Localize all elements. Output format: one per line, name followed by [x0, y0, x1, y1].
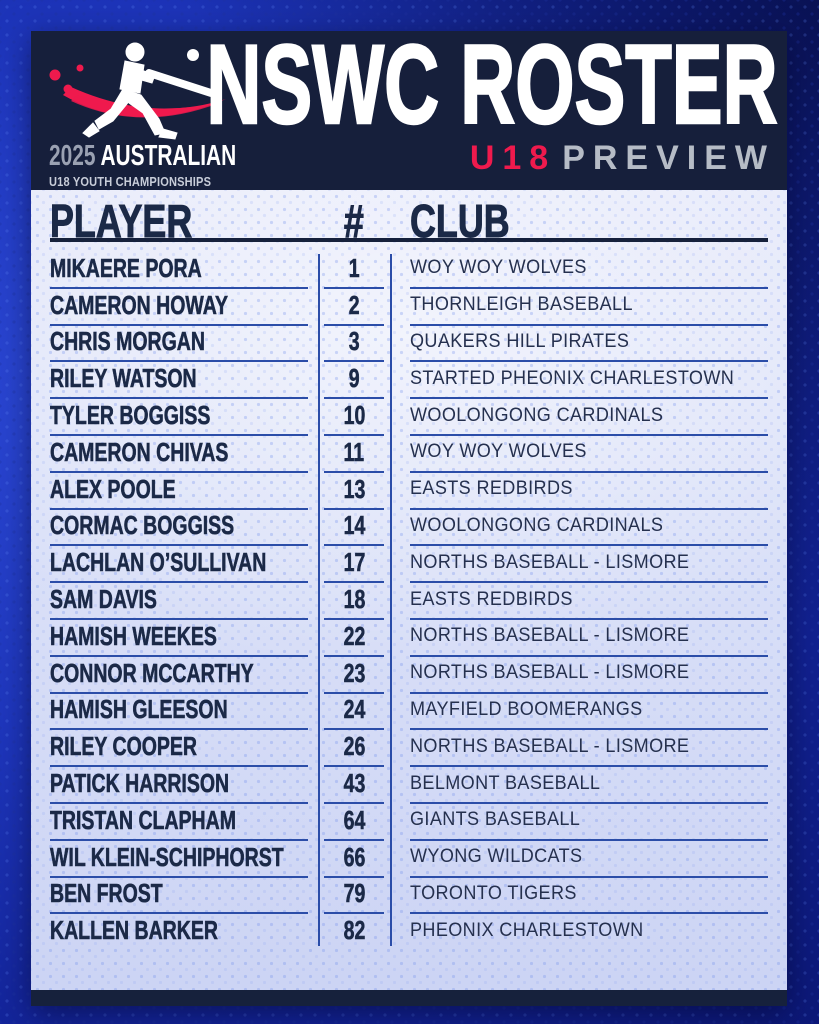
player-cell	[50, 252, 318, 289]
card-footer-strip	[31, 990, 787, 1006]
player-cell	[50, 436, 318, 473]
club-name: NORTHS BASEBALL - LISMORE	[410, 735, 690, 757]
table-row	[50, 914, 768, 951]
player-name: WIL KLEIN-SCHIPHORST	[50, 841, 284, 872]
number-cell	[318, 841, 390, 878]
table-row	[50, 362, 768, 399]
club-name: NORTHS BASEBALL - LISMORE	[410, 625, 690, 647]
player-name: CAMERON CHIVAS	[50, 436, 229, 467]
table-row	[50, 583, 768, 620]
jersey-number: 11	[343, 436, 365, 467]
logo-subtitle: U18 YOUTH CHAMPIONSHIPS	[49, 174, 212, 189]
player-cell	[50, 289, 318, 326]
player-cell	[50, 583, 318, 620]
subtitle-preview: PREVIEW	[562, 139, 775, 177]
club-cell	[390, 510, 768, 547]
club-name: MAYFIELD BOOMERANGS	[410, 698, 643, 720]
jersey-number: 82	[343, 915, 365, 946]
number-cell	[318, 730, 390, 767]
player-name: TYLER BOGGISS	[50, 400, 211, 431]
jersey-number: 66	[343, 841, 365, 872]
club-name: WOOLONGONG CARDINALS	[410, 514, 664, 536]
player-name: ALEX POOLE	[50, 473, 176, 504]
player-cell	[50, 841, 318, 878]
club-cell	[390, 289, 768, 326]
club-name: TORONTO TIGERS	[410, 882, 577, 904]
jersey-number: 10	[343, 400, 365, 431]
player-cell	[50, 546, 318, 583]
number-cell	[318, 326, 390, 363]
number-cell	[318, 436, 390, 473]
logo-org: AUSTRALIAN	[100, 140, 237, 172]
number-cell	[318, 252, 390, 289]
logo-year: 2025	[49, 140, 96, 172]
club-name: EASTS REDBIRDS	[410, 588, 573, 610]
player-name: CORMAC BOGGISS	[50, 510, 235, 541]
club-cell	[390, 841, 768, 878]
player-cell	[50, 804, 318, 841]
player-name: KALLEN BARKER	[50, 915, 218, 946]
club-cell	[390, 878, 768, 915]
club-cell	[390, 914, 768, 951]
club-cell	[390, 730, 768, 767]
club-cell	[390, 252, 768, 289]
jersey-number: 1	[348, 252, 360, 283]
poster-subtitle	[470, 139, 775, 178]
table-row	[50, 510, 768, 547]
club-name: WOY WOY WOLVES	[410, 441, 587, 463]
number-cell	[318, 657, 390, 694]
player-cell	[50, 657, 318, 694]
table-row	[50, 473, 768, 510]
jersey-number: 64	[343, 804, 365, 835]
club-name: WYONG WILDCATS	[410, 846, 583, 868]
table-row	[50, 767, 768, 804]
jersey-number: 43	[343, 768, 365, 799]
number-cell	[318, 399, 390, 436]
club-name: PHEONIX CHARLESTOWN	[410, 919, 644, 941]
player-cell	[50, 620, 318, 657]
player-name: PATICK HARRISON	[50, 768, 230, 799]
card-header	[31, 22, 787, 190]
club-name: BELMONT BASEBALL	[410, 772, 601, 794]
logo-text	[49, 140, 309, 189]
subtitle-u18: U18	[469, 139, 557, 177]
jersey-number: 17	[343, 547, 365, 578]
club-name: EASTS REDBIRDS	[410, 478, 573, 500]
number-cell	[318, 289, 390, 326]
club-cell	[390, 326, 768, 363]
table-body	[50, 252, 768, 952]
roster-card	[31, 22, 787, 1006]
club-cell	[390, 767, 768, 804]
club-name: WOY WOY WOLVES	[410, 257, 587, 279]
player-cell	[50, 362, 318, 399]
number-cell	[318, 767, 390, 804]
jersey-number: 9	[348, 363, 360, 394]
player-cell	[50, 694, 318, 731]
player-name: TRISTAN CLAPHAM	[50, 804, 236, 835]
club-cell	[390, 657, 768, 694]
number-cell	[318, 546, 390, 583]
club-cell	[390, 583, 768, 620]
jersey-number: 13	[343, 473, 365, 504]
club-cell	[390, 620, 768, 657]
column-header-club: CLUB	[410, 195, 510, 247]
table-row	[50, 436, 768, 473]
club-cell	[390, 473, 768, 510]
player-name: RILEY WATSON	[50, 363, 197, 394]
table-row	[50, 878, 768, 915]
table-row	[50, 694, 768, 731]
club-name: GIANTS BASEBALL	[410, 809, 581, 831]
number-cell	[318, 583, 390, 620]
player-name: BEN FROST	[50, 878, 163, 909]
club-cell	[390, 804, 768, 841]
table-row	[50, 289, 768, 326]
table-row	[50, 546, 768, 583]
player-name: CAMERON HOWAY	[50, 289, 229, 320]
player-name: SAM DAVIS	[50, 584, 157, 615]
player-cell	[50, 510, 318, 547]
jersey-number: 24	[343, 694, 365, 725]
jersey-number: 22	[343, 620, 365, 651]
player-cell	[50, 767, 318, 804]
club-cell	[390, 694, 768, 731]
table-row	[50, 399, 768, 436]
column-header-number: #	[344, 195, 364, 247]
column-header-player: PLAYER	[50, 195, 193, 247]
jersey-number: 26	[343, 731, 365, 762]
player-name: RILEY COOPER	[50, 731, 198, 762]
jersey-number: 14	[343, 510, 365, 541]
club-name: NORTHS BASEBALL - LISMORE	[410, 551, 690, 573]
player-name: HAMISH WEEKES	[50, 620, 217, 651]
club-name: WOOLONGONG CARDINALS	[410, 404, 664, 426]
player-cell	[50, 473, 318, 510]
club-name: STARTED PHEONIX CHARLESTOWN	[410, 367, 735, 389]
number-cell	[318, 694, 390, 731]
number-cell	[318, 804, 390, 841]
number-cell	[318, 878, 390, 915]
number-cell	[318, 362, 390, 399]
club-cell	[390, 436, 768, 473]
player-cell	[50, 730, 318, 767]
table-row	[50, 620, 768, 657]
poster-title: NSWC ROSTER	[205, 22, 778, 147]
player-cell	[50, 914, 318, 951]
table-row	[50, 326, 768, 363]
jersey-number: 79	[343, 878, 365, 909]
club-cell	[390, 399, 768, 436]
club-cell	[390, 546, 768, 583]
title-wrap	[205, 22, 778, 147]
table-row	[50, 252, 768, 289]
club-name: THORNLEIGH BASEBALL	[410, 294, 633, 316]
jersey-number: 3	[348, 326, 360, 357]
club-cell	[390, 362, 768, 399]
player-name: CONNOR MCCARTHY	[50, 657, 254, 688]
jersey-number: 18	[343, 584, 365, 615]
player-name: CHRIS MORGAN	[50, 326, 205, 357]
number-cell	[318, 510, 390, 547]
club-name: NORTHS BASEBALL - LISMORE	[410, 662, 690, 684]
player-cell	[50, 399, 318, 436]
player-cell	[50, 326, 318, 363]
jersey-number: 2	[348, 289, 360, 320]
table-row	[50, 730, 768, 767]
number-cell	[318, 620, 390, 657]
club-name: QUAKERS HILL PIRATES	[410, 330, 630, 352]
table-row	[50, 841, 768, 878]
player-cell	[50, 878, 318, 915]
jersey-number: 23	[343, 657, 365, 688]
table-row	[50, 804, 768, 841]
player-name: LACHLAN O’SULLIVAN	[50, 547, 267, 578]
roster-table	[31, 190, 787, 990]
number-cell	[318, 473, 390, 510]
player-name: HAMISH GLEESON	[50, 694, 228, 725]
player-name: MIKAERE PORA	[50, 252, 202, 283]
table-header-row	[50, 190, 768, 247]
table-row	[50, 657, 768, 694]
number-cell	[318, 914, 390, 951]
